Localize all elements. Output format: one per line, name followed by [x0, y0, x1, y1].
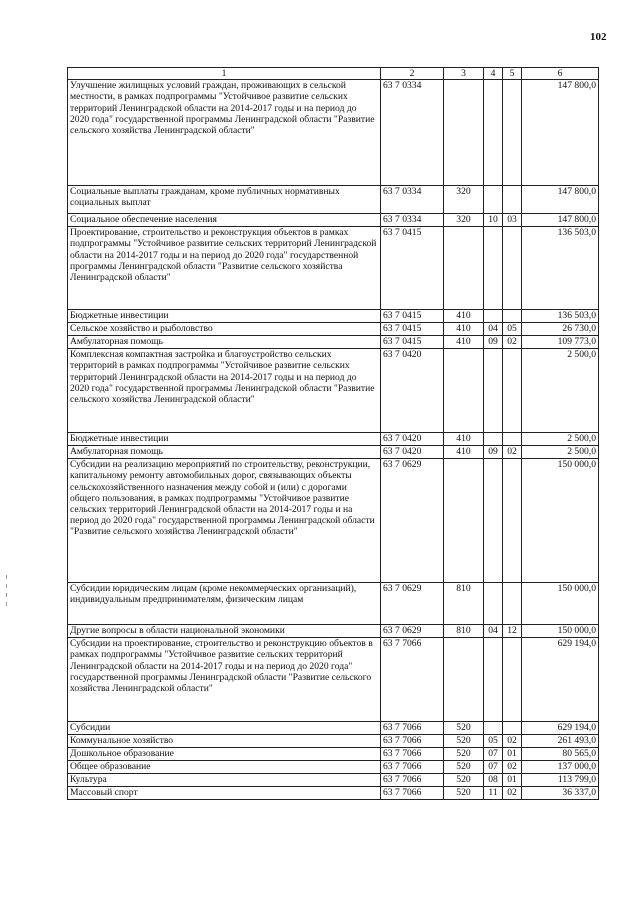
row-target-code: 63 7 0415 — [381, 227, 444, 310]
row-section — [484, 310, 503, 323]
row-section: 04 — [484, 625, 503, 638]
row-expense-type: 410 — [444, 433, 484, 446]
row-target-code: 63 7 0629 — [381, 625, 444, 638]
table-row — [68, 787, 599, 800]
row-name: Комплексная компактная застройка и благоустройство сельских территорий в рамках подпрограммы "Устойчивое развитие сельских территорий Ленинградской области на 2014-2017 годы и на период до 2020 года" государственной программы Ленинградской области "Развитие сельского хозяйства Ленинградской области" — [68, 349, 381, 433]
row-name: Улучшение жилищных условий граждан, проживающих в сельской местности, в рамках подпрограммы "Устойчивое развитие сельских территорий Ленинградской области на 2014-2017 годы и на период до 2020 года" государственной программы Ленинградской области "Развитие сельского хозяйства Ленинградской области" — [68, 80, 381, 186]
row-expense-type — [444, 80, 484, 186]
table-row — [68, 446, 599, 459]
row-section: 09 — [484, 446, 503, 459]
row-name: Субсидии юридическим лицам (кроме некоммерческих организаций), индивидуальным предпринимателям, физическим лицам — [68, 583, 381, 625]
row-subsection — [503, 722, 522, 735]
row-expense-type: 520 — [444, 787, 484, 800]
row-section: 08 — [484, 774, 503, 787]
row-name: Бюджетные инвестиции — [68, 433, 381, 446]
row-amount: 2 500,0 — [522, 433, 599, 446]
row-name: Субсидии — [68, 722, 381, 735]
header-col-3: 3 — [444, 68, 484, 80]
row-section: 11 — [484, 787, 503, 800]
row-amount: 137 000,0 — [522, 761, 599, 774]
row-subsection — [503, 227, 522, 310]
row-expense-type — [444, 349, 484, 433]
row-name: Сельское хозяйство и рыболовство — [68, 323, 381, 336]
row-expense-type — [444, 227, 484, 310]
row-expense-type: 520 — [444, 735, 484, 748]
table-row — [68, 638, 599, 722]
row-subsection — [503, 433, 522, 446]
row-subsection — [503, 310, 522, 323]
row-subsection — [503, 186, 522, 214]
row-target-code: 63 7 0629 — [381, 583, 444, 625]
table-row — [68, 761, 599, 774]
row-section: 05 — [484, 735, 503, 748]
row-expense-type: 520 — [444, 774, 484, 787]
row-target-code: 63 7 0415 — [381, 310, 444, 323]
row-target-code: 63 7 0415 — [381, 336, 444, 349]
table-row — [68, 735, 599, 748]
row-expense-type: 520 — [444, 761, 484, 774]
row-section — [484, 349, 503, 433]
header-col-2: 2 — [381, 68, 444, 80]
row-section — [484, 433, 503, 446]
row-subsection — [503, 80, 522, 186]
header-col-4: 4 — [484, 68, 503, 80]
row-amount: 261 493,0 — [522, 735, 599, 748]
row-subsection: 02 — [503, 446, 522, 459]
table-row — [68, 583, 599, 625]
header-col-5: 5 — [503, 68, 522, 80]
table-row — [68, 625, 599, 638]
row-amount: 80 565,0 — [522, 748, 599, 761]
row-name: Субсидии на реализацию мероприятий по строительству, реконструкции, капитальному ремонту автомобильных дорог, связывающих объекты сельскохозяйственного назначения между собой и (или) с дорогами общего пользования, в рамках подпрограммы "Устойчивое развитие сельских территорий Ленинградской области на 2014-2017 годы и на период до 2020 года" государственной программы Ленинградской области "Развитие сельского хозяйства Ленинградской области" — [68, 459, 381, 583]
table-row — [68, 336, 599, 349]
row-target-code: 63 7 7066 — [381, 774, 444, 787]
row-target-code: 63 7 0334 — [381, 214, 444, 227]
row-expense-type: 410 — [444, 310, 484, 323]
row-section: 04 — [484, 323, 503, 336]
row-subsection — [503, 349, 522, 433]
row-amount: 136 503,0 — [522, 227, 599, 310]
scan-artifact — [6, 575, 8, 615]
header-col-1: 1 — [68, 68, 381, 80]
row-section — [484, 186, 503, 214]
row-target-code: 63 7 7066 — [381, 735, 444, 748]
row-expense-type: 810 — [444, 625, 484, 638]
table-row — [68, 186, 599, 214]
row-name: Социальные выплаты гражданам, кроме публичных нормативных социальных выплат — [68, 186, 381, 214]
row-amount: 629 194,0 — [522, 722, 599, 735]
page-number: 102 — [590, 31, 607, 43]
table-row — [68, 310, 599, 323]
row-target-code: 63 7 0334 — [381, 186, 444, 214]
row-name: Бюджетные инвестиции — [68, 310, 381, 323]
row-expense-type: 410 — [444, 336, 484, 349]
row-name: Амбулаторная помощь — [68, 336, 381, 349]
row-section — [484, 583, 503, 625]
row-amount: 26 730,0 — [522, 323, 599, 336]
row-expense-type — [444, 638, 484, 722]
row-expense-type: 810 — [444, 583, 484, 625]
table-header-row — [68, 68, 599, 80]
row-subsection: 03 — [503, 214, 522, 227]
table-row — [68, 459, 599, 583]
row-subsection — [503, 459, 522, 583]
row-name: Коммунальное хозяйство — [68, 735, 381, 748]
row-subsection: 01 — [503, 774, 522, 787]
row-section: 07 — [484, 761, 503, 774]
row-name: Массовый спорт — [68, 787, 381, 800]
row-expense-type: 520 — [444, 748, 484, 761]
row-target-code: 63 7 0415 — [381, 323, 444, 336]
row-subsection: 12 — [503, 625, 522, 638]
row-expense-type: 410 — [444, 446, 484, 459]
row-subsection: 02 — [503, 336, 522, 349]
row-target-code: 63 7 0334 — [381, 80, 444, 186]
row-section — [484, 722, 503, 735]
row-amount: 109 773,0 — [522, 336, 599, 349]
row-amount: 629 194,0 — [522, 638, 599, 722]
row-expense-type: 410 — [444, 323, 484, 336]
row-subsection: 05 — [503, 323, 522, 336]
row-subsection: 02 — [503, 787, 522, 800]
row-section: 07 — [484, 748, 503, 761]
row-expense-type: 320 — [444, 214, 484, 227]
row-expense-type: 520 — [444, 722, 484, 735]
table-row — [68, 349, 599, 433]
row-subsection: 02 — [503, 735, 522, 748]
row-amount: 2 500,0 — [522, 446, 599, 459]
row-section: 09 — [484, 336, 503, 349]
row-amount: 150 000,0 — [522, 583, 599, 625]
row-name: Другие вопросы в области национальной экономики — [68, 625, 381, 638]
row-subsection: 01 — [503, 748, 522, 761]
row-amount: 147 800,0 — [522, 186, 599, 214]
row-target-code: 63 7 7066 — [381, 761, 444, 774]
table-row — [68, 774, 599, 787]
row-target-code: 63 7 7066 — [381, 638, 444, 722]
row-section — [484, 638, 503, 722]
row-name: Амбулаторная помощь — [68, 446, 381, 459]
table-row — [68, 323, 599, 336]
table-row — [68, 748, 599, 761]
row-target-code: 63 7 0420 — [381, 349, 444, 433]
header-col-6: 6 — [522, 68, 599, 80]
row-target-code: 63 7 7066 — [381, 787, 444, 800]
budget-table — [67, 67, 599, 800]
row-expense-type — [444, 459, 484, 583]
table-row — [68, 227, 599, 310]
row-amount: 36 337,0 — [522, 787, 599, 800]
row-subsection — [503, 583, 522, 625]
row-subsection: 02 — [503, 761, 522, 774]
row-amount: 136 503,0 — [522, 310, 599, 323]
row-section — [484, 459, 503, 583]
row-amount: 150 000,0 — [522, 625, 599, 638]
row-target-code: 63 7 7066 — [381, 748, 444, 761]
row-section — [484, 80, 503, 186]
row-amount: 150 000,0 — [522, 459, 599, 583]
table-row — [68, 214, 599, 227]
row-target-code: 63 7 0420 — [381, 446, 444, 459]
row-subsection — [503, 638, 522, 722]
row-amount: 2 500,0 — [522, 349, 599, 433]
row-name: Культура — [68, 774, 381, 787]
row-name: Субсидии на проектирование, строительство и реконструкцию объектов в рамках подпрограммы "Устойчивое развитие сельских территорий Ленинградской области на 2014-2017 годы и на период до 2020 года" государственной программы Ленинградской области "Развитие сельского хозяйства Ленинградской области" — [68, 638, 381, 722]
table-row — [68, 433, 599, 446]
row-target-code: 63 7 7066 — [381, 722, 444, 735]
row-expense-type: 320 — [444, 186, 484, 214]
row-target-code: 63 7 0629 — [381, 459, 444, 583]
row-amount: 113 799,0 — [522, 774, 599, 787]
table-row — [68, 722, 599, 735]
table-row — [68, 80, 599, 186]
row-name: Общее образование — [68, 761, 381, 774]
row-name: Социальное обеспечение населения — [68, 214, 381, 227]
row-amount: 147 800,0 — [522, 214, 599, 227]
row-name: Проектирование, строительство и реконструкция объектов в рамках подпрограммы "Устойчивое развитие сельских территорий Ленинградской области на 2014-2017 годы и на период до 2020 года" государственной программы Ленинградской области "Развитие сельского хозяйства Ленинградской области" — [68, 227, 381, 310]
row-name: Дошкольное образование — [68, 748, 381, 761]
row-section: 10 — [484, 214, 503, 227]
row-section — [484, 227, 503, 310]
row-target-code: 63 7 0420 — [381, 433, 444, 446]
row-amount: 147 800,0 — [522, 80, 599, 186]
